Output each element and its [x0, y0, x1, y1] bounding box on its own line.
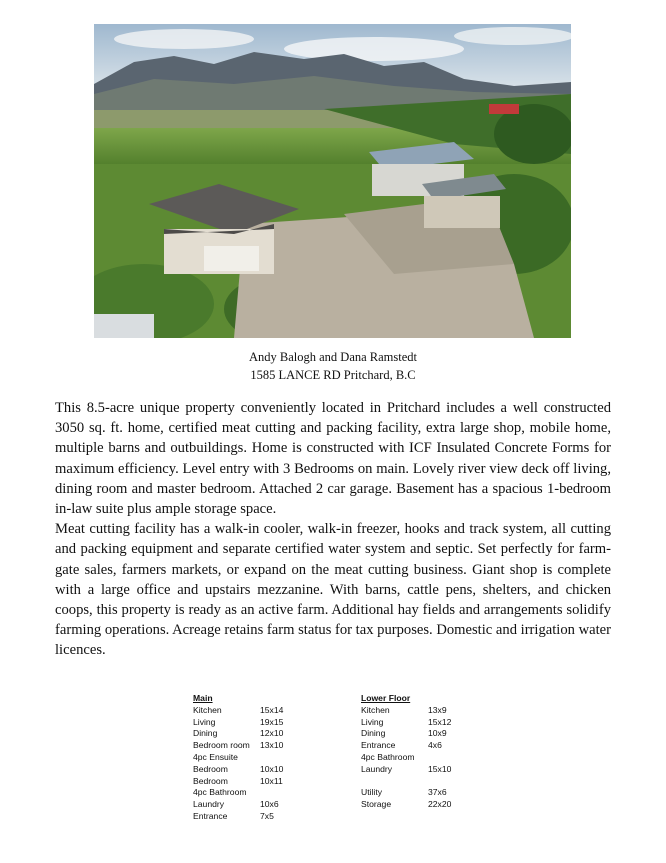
room-row — [193, 811, 283, 823]
room-row — [361, 764, 451, 776]
room-size: 10x10 — [260, 763, 284, 774]
room-size — [428, 752, 430, 764]
room-size — [260, 752, 262, 764]
room-row — [361, 799, 451, 811]
main-floor-heading: Main — [193, 693, 213, 703]
room-size — [260, 787, 262, 799]
room-name: Kitchen — [361, 704, 390, 715]
room-size: 7x5 — [260, 810, 274, 821]
lower-floor-rooms — [361, 693, 451, 811]
room-name: Utility — [361, 787, 383, 798]
room-name: Living — [193, 716, 216, 727]
room-name: Dining — [361, 728, 386, 739]
room-name: Kitchen — [193, 704, 222, 715]
room-size: 19x15 — [260, 716, 284, 727]
main-floor-rooms — [193, 693, 283, 823]
room-size: 10x9 — [428, 728, 447, 739]
agent-names: Andy Balogh and Dana Ramstedt — [248, 350, 418, 364]
room-row — [193, 764, 283, 776]
room-name — [361, 776, 428, 788]
room-name: Storage — [361, 799, 392, 810]
room-name: Dining — [193, 728, 218, 739]
room-name: 4pc Ensuite — [193, 751, 238, 762]
room-row — [361, 728, 451, 740]
description-paragraph-1: This 8.5-acre unique property conveniently located in Pritchard includes a well constructed 3050 sq. ft. home, certified meat cutting and packing facility, extra large shop, mobile home, multiple barns and outbuildings. Home is constructed with ICF Insulated Concrete Forms for maximum efficiency. Level entry with 3 Bedrooms on main. Lovely river view deck off living, dining room and master bedroom. Attached 2 car garage. Basement has a spacious 1-bedroom in-law suite plus ample storage space. — [55, 400, 611, 518]
room-row — [193, 799, 283, 811]
room-name: Bedroom room — [193, 740, 250, 751]
room-row — [193, 717, 283, 729]
property-description — [55, 398, 611, 661]
room-name: Laundry — [361, 763, 393, 774]
room-name: 4pc Bathroom — [193, 787, 247, 798]
room-row — [361, 717, 451, 729]
room-size: 22x20 — [428, 799, 452, 810]
room-size: 4x6 — [428, 740, 442, 751]
room-row — [193, 776, 283, 788]
property-address: 1585 LANCE RD Pritchard, B.C — [250, 368, 416, 382]
room-size: 10x6 — [260, 799, 279, 810]
room-name: Bedroom — [193, 763, 228, 774]
room-size: 15x14 — [260, 704, 284, 715]
room-name: 4pc Bathroom — [361, 751, 415, 762]
room-name: Laundry — [193, 799, 225, 810]
room-row — [361, 740, 451, 752]
room-size: 13x10 — [260, 740, 284, 751]
room-name: Entrance — [193, 810, 228, 821]
room-size: 12x10 — [260, 728, 284, 739]
room-size: 37x6 — [428, 787, 447, 798]
lower-floor-heading: Lower Floor — [361, 693, 411, 703]
room-row — [193, 787, 283, 799]
room-size: 15x10 — [428, 763, 452, 774]
room-row — [193, 752, 283, 764]
aerial-property-photo-icon — [94, 24, 571, 338]
room-row — [193, 740, 283, 752]
description-paragraph-2: Meat cutting facility has a walk-in cooler, walk-in freezer, hooks and track system, all cutting and packing equipment and separate certified water system and septic. Set perfectly for farm-gate sales, farmers markets, or expand on the meat cutting business. Giant shop is complete with a large office and upstairs mezzanine. With barns, cattle pens, shelters, and chicken coops, this property is ready as an active farm. Additional hay fields and arrangements solidify farming operations. Acreage retains farm status for tax purposes. Domestic and irrigation water licences. — [55, 521, 612, 659]
room-row — [193, 728, 283, 740]
room-size — [428, 776, 430, 788]
room-row — [193, 705, 283, 717]
room-name: Living — [361, 716, 384, 727]
room-size: 15x12 — [428, 716, 452, 727]
room-row — [361, 752, 451, 764]
room-row — [361, 787, 451, 799]
room-row — [361, 776, 451, 788]
room-name: Entrance — [361, 740, 396, 751]
room-size: 10x11 — [260, 775, 283, 786]
property-photo — [94, 24, 571, 338]
room-row — [361, 705, 451, 717]
room-size: 13x9 — [428, 704, 447, 715]
room-name: Bedroom — [193, 775, 228, 786]
